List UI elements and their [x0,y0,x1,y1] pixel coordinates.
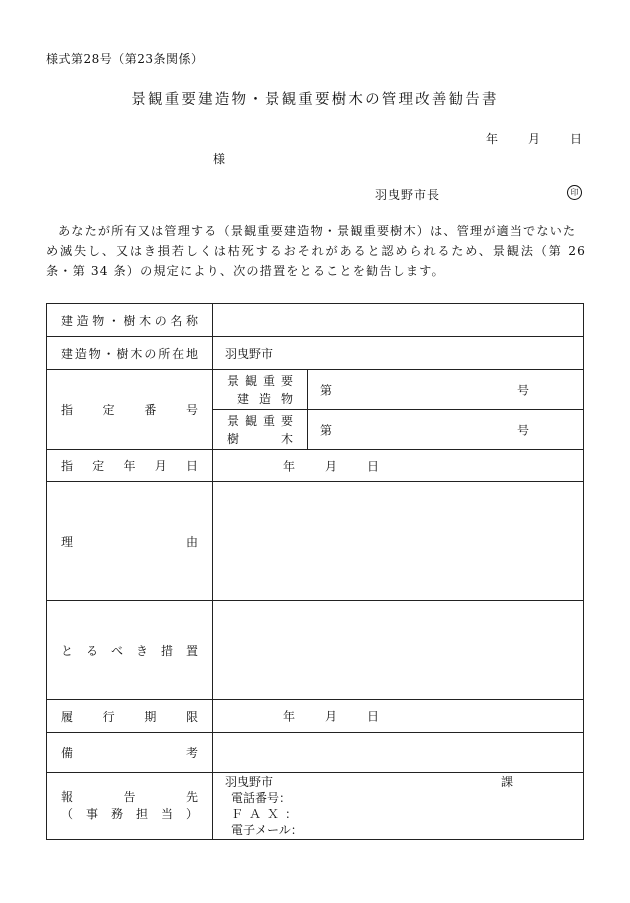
building-number-cell [308,370,584,410]
date-month: 月 [528,132,541,146]
tree-label-2: 樹木 [227,431,293,446]
tree-dai: 第 [320,423,333,437]
location-value: 羽曳野市 [213,337,584,370]
report-email: 電子メール： [231,823,303,837]
tree-label-cell [213,410,308,450]
row-location [47,337,584,370]
body-paragraph [46,221,586,281]
report-phone: 電話番号： [231,791,292,805]
name-label-cell [47,304,213,337]
reason-label: 理由 [61,534,198,549]
remarks-label-cell [47,733,213,773]
designation-label-cell [47,370,213,450]
building-label-cell [213,370,308,410]
deadline-label-cell [47,700,213,733]
date-day: 日 [570,132,583,146]
location-label-cell [47,337,213,370]
seal-mark: 印 [567,185,582,200]
deadline-year: 年 [283,709,296,724]
tree-number-cell [308,410,584,450]
form-number: 様式第28号（第23条関係） [46,52,204,66]
location-label: 建造物・樹木の所在地 [61,346,198,361]
reason-label-cell [47,482,213,601]
designation-date-label: 指定年月日 [61,459,198,473]
report-label-2: （事務担当） [61,807,198,821]
report-label-1: 報告先 [61,790,198,804]
building-label-1: 景観重要 [227,373,293,388]
remarks-label: 備考 [61,746,198,760]
designation-date-label-cell [47,450,213,482]
measures-label-cell [47,601,213,700]
measures-value [213,601,584,700]
deadline-month: 月 [325,709,338,724]
row-report [47,773,584,840]
row-reason [47,482,584,601]
report-section: 課 [500,775,513,789]
row-deadline [47,700,584,733]
designation-label: 指定番号 [61,403,198,417]
recommendation-table [46,303,584,840]
building-go: 号 [516,383,529,397]
tree-label-1: 景観重要 [227,413,293,428]
row-designation-date [47,450,584,482]
deadline-day: 日 [367,709,380,724]
body-line-3: 条・第 34 条）の規定により、次の措置をとることを勧告します。 [46,264,445,278]
report-contact [213,773,584,840]
designation-day: 日 [367,459,380,473]
addressee-suffix: 様 [213,152,226,166]
designation-year: 年 [283,459,296,473]
report-label-cell [47,773,213,840]
reason-value [213,482,584,601]
measures-label: とるべき措置 [61,643,198,658]
row-measures [47,601,584,700]
deadline-label: 履行期限 [61,709,198,724]
building-dai: 第 [320,383,333,397]
document-title: 景観重要建造物・景観重要樹木の管理改善勧告書 [131,92,499,108]
row-name [47,304,584,337]
row-remarks [47,733,584,773]
building-label-2: 建造物 [237,391,293,406]
report-city: 羽曳野市 [225,775,274,789]
body-line-2: め滅失し、又はき損若しくは枯死するおそれがあると認められるため、景観法（第 26 [46,244,586,258]
tree-go: 号 [516,423,529,437]
name-label: 建造物・樹木の名称 [61,313,198,328]
deadline-value [213,700,584,733]
remarks-value [213,733,584,773]
report-city-row [225,774,583,790]
designation-month: 月 [325,459,338,473]
date-year: 年 [486,132,499,146]
designation-date-value [213,450,584,482]
report-fax: ＦＡＸ： [231,807,304,821]
name-value [213,304,584,337]
row-building-number [47,370,584,410]
body-line-1: あなたが所有又は管理する（景観重要建造物・景観重要樹木）は、管理が適当でないた [58,224,577,238]
issuer: 羽曳野市長 [375,188,441,202]
